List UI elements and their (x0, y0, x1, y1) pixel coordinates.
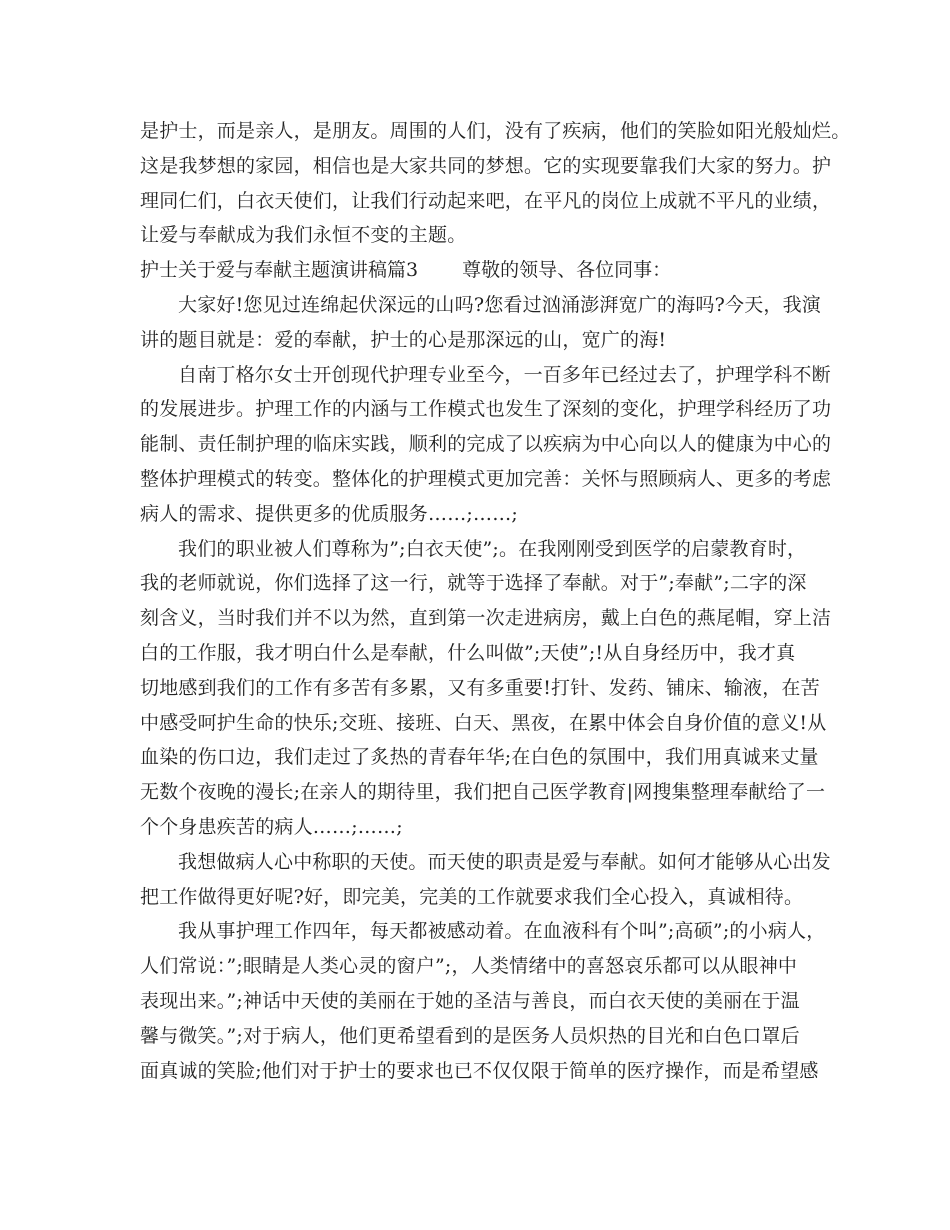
paragraph (140, 358, 840, 532)
text-line: 我的老师就说，你们选择了这一行，就等于选择了奉献。对于”;奉献”;二字的深 (140, 572, 807, 595)
paragraph (140, 532, 840, 845)
text-line: 我想做病人心中称职的天使。而天使的职责是爱与奉献。如何才能够从心出发 (178, 850, 831, 873)
section-heading (140, 253, 840, 288)
text-line: 刻含义，当时我们并不以为然，直到第一次走进病房，戴上白色的燕尾帽，穿上洁 (140, 607, 832, 630)
text-line: 表现出来。”;神话中天使的美丽在于她的圣洁与善良，而白衣天使的美丽在于温 (140, 989, 800, 1012)
text-line: 大家好!您见过连绵起伏深远的山吗?您看过汹涌澎湃宽广的海吗?今天，我演 (178, 293, 822, 316)
section-title: 护士关于爱与奉献主题演讲稿篇3 (140, 259, 419, 282)
paragraph (140, 914, 840, 1088)
text-line: 白的工作服，我才明白什么是奉献，什么叫做”;天使”;!从自身经历中，我才真 (140, 641, 796, 664)
paragraph (140, 845, 840, 915)
text-line: 自南丁格尔女士开创现代护理专业至今，一百多年已经过去了，护理学科不断 (178, 363, 831, 386)
text-line: 中感受呵护生命的快乐;交班、接班、白天、黑夜，在累中体会自身价值的意义!从 (140, 711, 827, 734)
text-line: 这是我梦想的家园，相信也是大家共同的梦想。它的实现要靠我们大家的努力。护 (140, 154, 832, 177)
text-line: 我从事护理工作四年，每天都被感动着。在血液科有个叫”;高硕”;的小病人， (178, 920, 826, 943)
document-body (140, 114, 851, 1088)
text-line: 血染的伤口边，我们走过了炙热的青春年华;在白色的氛围中，我们用真诚来丈量 (140, 746, 819, 769)
text-line: 能制、责任制护理的临床实践，顺利的完成了以疾病为中心向以人的健康为中心的 (140, 433, 832, 456)
text-line: 把工作做得更好呢?好，即完美，完美的工作就要求我们全心投入，真诚相待。 (140, 885, 804, 908)
text-line: 是护士，而是亲人，是朋友。周围的人们，没有了疾病，他们的笑脸如阳光般灿烂。 (140, 120, 851, 142)
text-line: 馨与微笑。”;对于病人，他们更希望看到的是医务人员炽热的目光和白色口罩后 (140, 1024, 800, 1047)
text-line: 个个身患疾苦的病人……;……; (140, 815, 403, 838)
text-line: 人们常说：”;眼睛是人类心灵的窗户”;，人类情绪中的喜怒哀乐都可以从眼神中 (140, 955, 798, 978)
text-line: 的发展进步。护理工作的内涵与工作模式也发生了深刻的变化，护理学科经历了功 (140, 398, 832, 421)
text-line: 切地感到我们的工作有多苦有多累，又有多重要!打针、发药、铺床、输液，在苦 (140, 676, 820, 699)
salutation: 尊敬的领导、各位同事： (462, 259, 672, 282)
text-line: 无数个夜晚的漫长;在亲人的期待里，我们把自己医学教育|网搜集整理奉献给了一 (140, 781, 826, 804)
text-line: 面真诚的笑脸;他们对于护士的要求也已不仅仅限于简单的医疗操作，而是希望感 (140, 1059, 819, 1082)
text-line: 讲的题目就是：爱的奉献，护士的心是那深远的山，宽广的海! (140, 328, 667, 351)
text-line: 整体护理模式的转变。整体化的护理模式更加完善：关怀与照顾病人、更多的考虑 (140, 467, 832, 490)
paragraph (140, 288, 840, 358)
text-line: 我们的职业被人们尊称为”;白衣天使”;。在我刚刚受到医学的启蒙教育时， (178, 537, 807, 560)
text-line: 理同仁们，白衣天使们，让我们行动起来吧，在平凡的岗位上成就不平凡的业绩， (140, 189, 832, 212)
text-line: 让爱与奉献成为我们永恒不变的主题。 (140, 224, 467, 247)
text-line: 病人的需求、提供更多的优质服务……;……; (140, 502, 519, 525)
